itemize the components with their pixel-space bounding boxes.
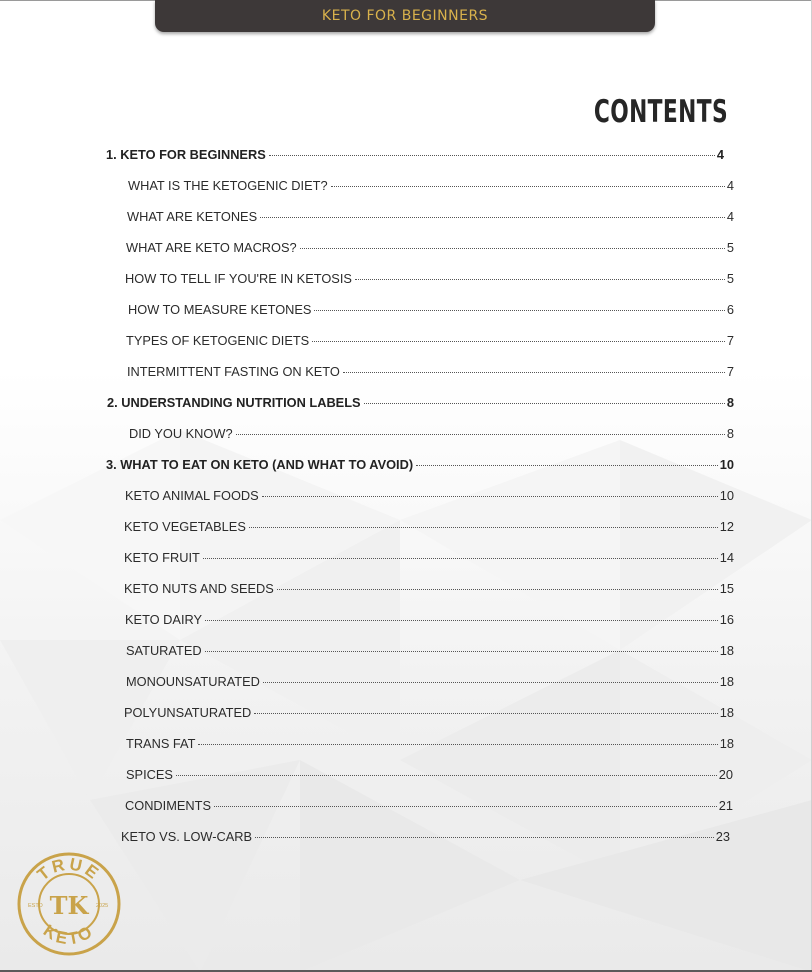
toc-dot-leader	[331, 185, 725, 187]
toc-entry-label: TRANS FAT	[126, 736, 196, 751]
toc-dot-leader	[254, 712, 717, 714]
toc-entry-label: MONOUNSATURATED	[126, 674, 260, 689]
toc-entry-label: KETO VEGETABLES	[124, 519, 246, 534]
toc-page-number: 21	[718, 798, 733, 813]
toc-page-number: 16	[719, 612, 734, 627]
toc-section-row[interactable]	[124, 519, 734, 534]
toc-entry-label: TYPES OF KETOGENIC DIETS	[126, 333, 310, 348]
toc-page-number: 4	[726, 209, 734, 224]
header-tab	[155, 0, 655, 32]
toc-dot-leader	[269, 154, 715, 156]
toc-entry-label: 2. UNDERSTANDING NUTRITION LABELS	[107, 395, 361, 410]
toc-dot-leader	[355, 278, 725, 280]
logo-monogram: TK	[49, 891, 89, 920]
toc-section-row[interactable]	[126, 736, 734, 751]
header-title: KETO FOR BEGINNERS	[321, 8, 489, 24]
toc-page-number: 4	[716, 147, 724, 162]
true-keto-logo	[17, 852, 121, 956]
toc-entry-label: DID YOU KNOW?	[129, 426, 233, 441]
toc-entry-label: KETO ANIMAL FOODS	[125, 488, 259, 503]
toc-dot-leader	[203, 557, 718, 559]
toc-entry-label: WHAT ARE KETONES	[127, 209, 258, 224]
toc-section-row[interactable]	[127, 209, 734, 224]
logo-right-text: 2025	[96, 903, 109, 909]
toc-section-row[interactable]	[127, 364, 734, 379]
toc-dot-leader	[263, 681, 718, 683]
toc-dot-leader	[262, 495, 718, 497]
toc-entry-label: KETO DAIRY	[125, 612, 203, 627]
toc-section-row[interactable]	[128, 302, 734, 317]
toc-dot-leader	[176, 774, 717, 776]
toc-dot-leader	[205, 619, 718, 621]
toc-section-row[interactable]	[125, 798, 733, 813]
toc-page-number: 5	[726, 240, 734, 255]
toc-page-number: 18	[719, 674, 734, 689]
toc-entry-label: SPICES	[126, 767, 173, 782]
toc-page-number: 7	[726, 333, 734, 348]
toc-page-number: 18	[719, 643, 734, 658]
svg-text:KETO	[40, 921, 98, 949]
toc-section-row[interactable]	[126, 240, 734, 255]
toc-entry-label: SATURATED	[126, 643, 202, 658]
toc-page-number: 14	[719, 550, 734, 565]
toc-entry-label: CONDIMENTS	[125, 798, 212, 813]
toc-dot-leader	[198, 743, 717, 745]
toc-dot-leader	[300, 247, 725, 249]
toc-entry-label: HOW TO MEASURE KETONES	[128, 302, 312, 317]
toc-page-number: 18	[719, 705, 734, 720]
toc-entry-label: INTERMITTENT FASTING ON KETO	[127, 364, 340, 379]
toc-section-row[interactable]	[126, 333, 734, 348]
toc-dot-leader	[255, 836, 714, 838]
logo-top-text: TRUE	[33, 854, 105, 885]
toc-section-row[interactable]	[124, 705, 734, 720]
toc-page-number: 10	[719, 488, 734, 503]
toc-dot-leader	[214, 805, 717, 807]
toc-chapter-row[interactable]	[107, 395, 734, 410]
toc-chapter-row[interactable]	[106, 147, 724, 162]
toc-dot-leader	[343, 371, 725, 373]
toc-page-number: 18	[719, 736, 734, 751]
toc-page-number: 8	[726, 395, 734, 410]
toc-entry-label: KETO VS. LOW-CARB	[121, 829, 253, 844]
toc-dot-leader	[364, 402, 725, 404]
toc-dot-leader	[416, 464, 718, 466]
toc-dot-leader	[277, 588, 718, 590]
toc-page-number: 15	[719, 581, 734, 596]
toc-entry-label: 3. WHAT TO EAT ON KETO (AND WHAT TO AVOID)	[106, 457, 414, 472]
toc-page-number: 10	[719, 457, 734, 472]
toc-entry-label: 1. KETO FOR BEGINNERS	[106, 147, 266, 162]
toc-dot-leader	[314, 309, 724, 311]
toc-entry-label: WHAT ARE KETO MACROS?	[126, 240, 297, 255]
toc-section-row[interactable]	[125, 271, 734, 286]
toc-entry-label: POLYUNSATURATED	[124, 705, 252, 720]
toc-page-number: 8	[726, 426, 734, 441]
toc-section-row[interactable]	[126, 643, 734, 658]
toc-page-number: 20	[718, 767, 733, 782]
toc-dot-leader	[260, 216, 725, 218]
toc-section-row[interactable]	[129, 426, 734, 441]
toc-section-row[interactable]	[125, 488, 734, 503]
toc-dot-leader	[312, 340, 725, 342]
toc-page-number: 12	[719, 519, 734, 534]
toc-section-row[interactable]	[121, 829, 730, 844]
toc-dot-leader	[249, 526, 718, 528]
toc-entry-label: KETO NUTS AND SEEDS	[124, 581, 274, 596]
toc-dot-leader	[205, 650, 718, 652]
toc-section-row[interactable]	[125, 612, 734, 627]
toc-chapter-row[interactable]	[106, 457, 734, 472]
toc-entry-label: WHAT IS THE KETOGENIC DIET?	[128, 178, 328, 193]
logo-left-text: ESTD	[28, 903, 43, 909]
toc-section-row[interactable]	[124, 581, 734, 596]
toc-section-row[interactable]	[126, 767, 733, 782]
contents-heading: CONTENTS	[593, 94, 728, 130]
toc-entry-label: HOW TO TELL IF YOU'RE IN KETOSIS	[125, 271, 352, 286]
toc-page-number: 23	[715, 829, 730, 844]
toc-page-number: 7	[726, 364, 734, 379]
toc-page-number: 5	[726, 271, 734, 286]
toc-section-row[interactable]	[124, 550, 734, 565]
toc-dot-leader	[236, 433, 725, 435]
toc-page-number: 6	[726, 302, 734, 317]
toc-section-row[interactable]	[126, 674, 734, 689]
toc-section-row[interactable]	[128, 178, 734, 193]
logo-bottom-text: KETO	[39, 920, 99, 949]
toc-entry-label: KETO FRUIT	[124, 550, 200, 565]
toc-page-number: 4	[726, 178, 734, 193]
